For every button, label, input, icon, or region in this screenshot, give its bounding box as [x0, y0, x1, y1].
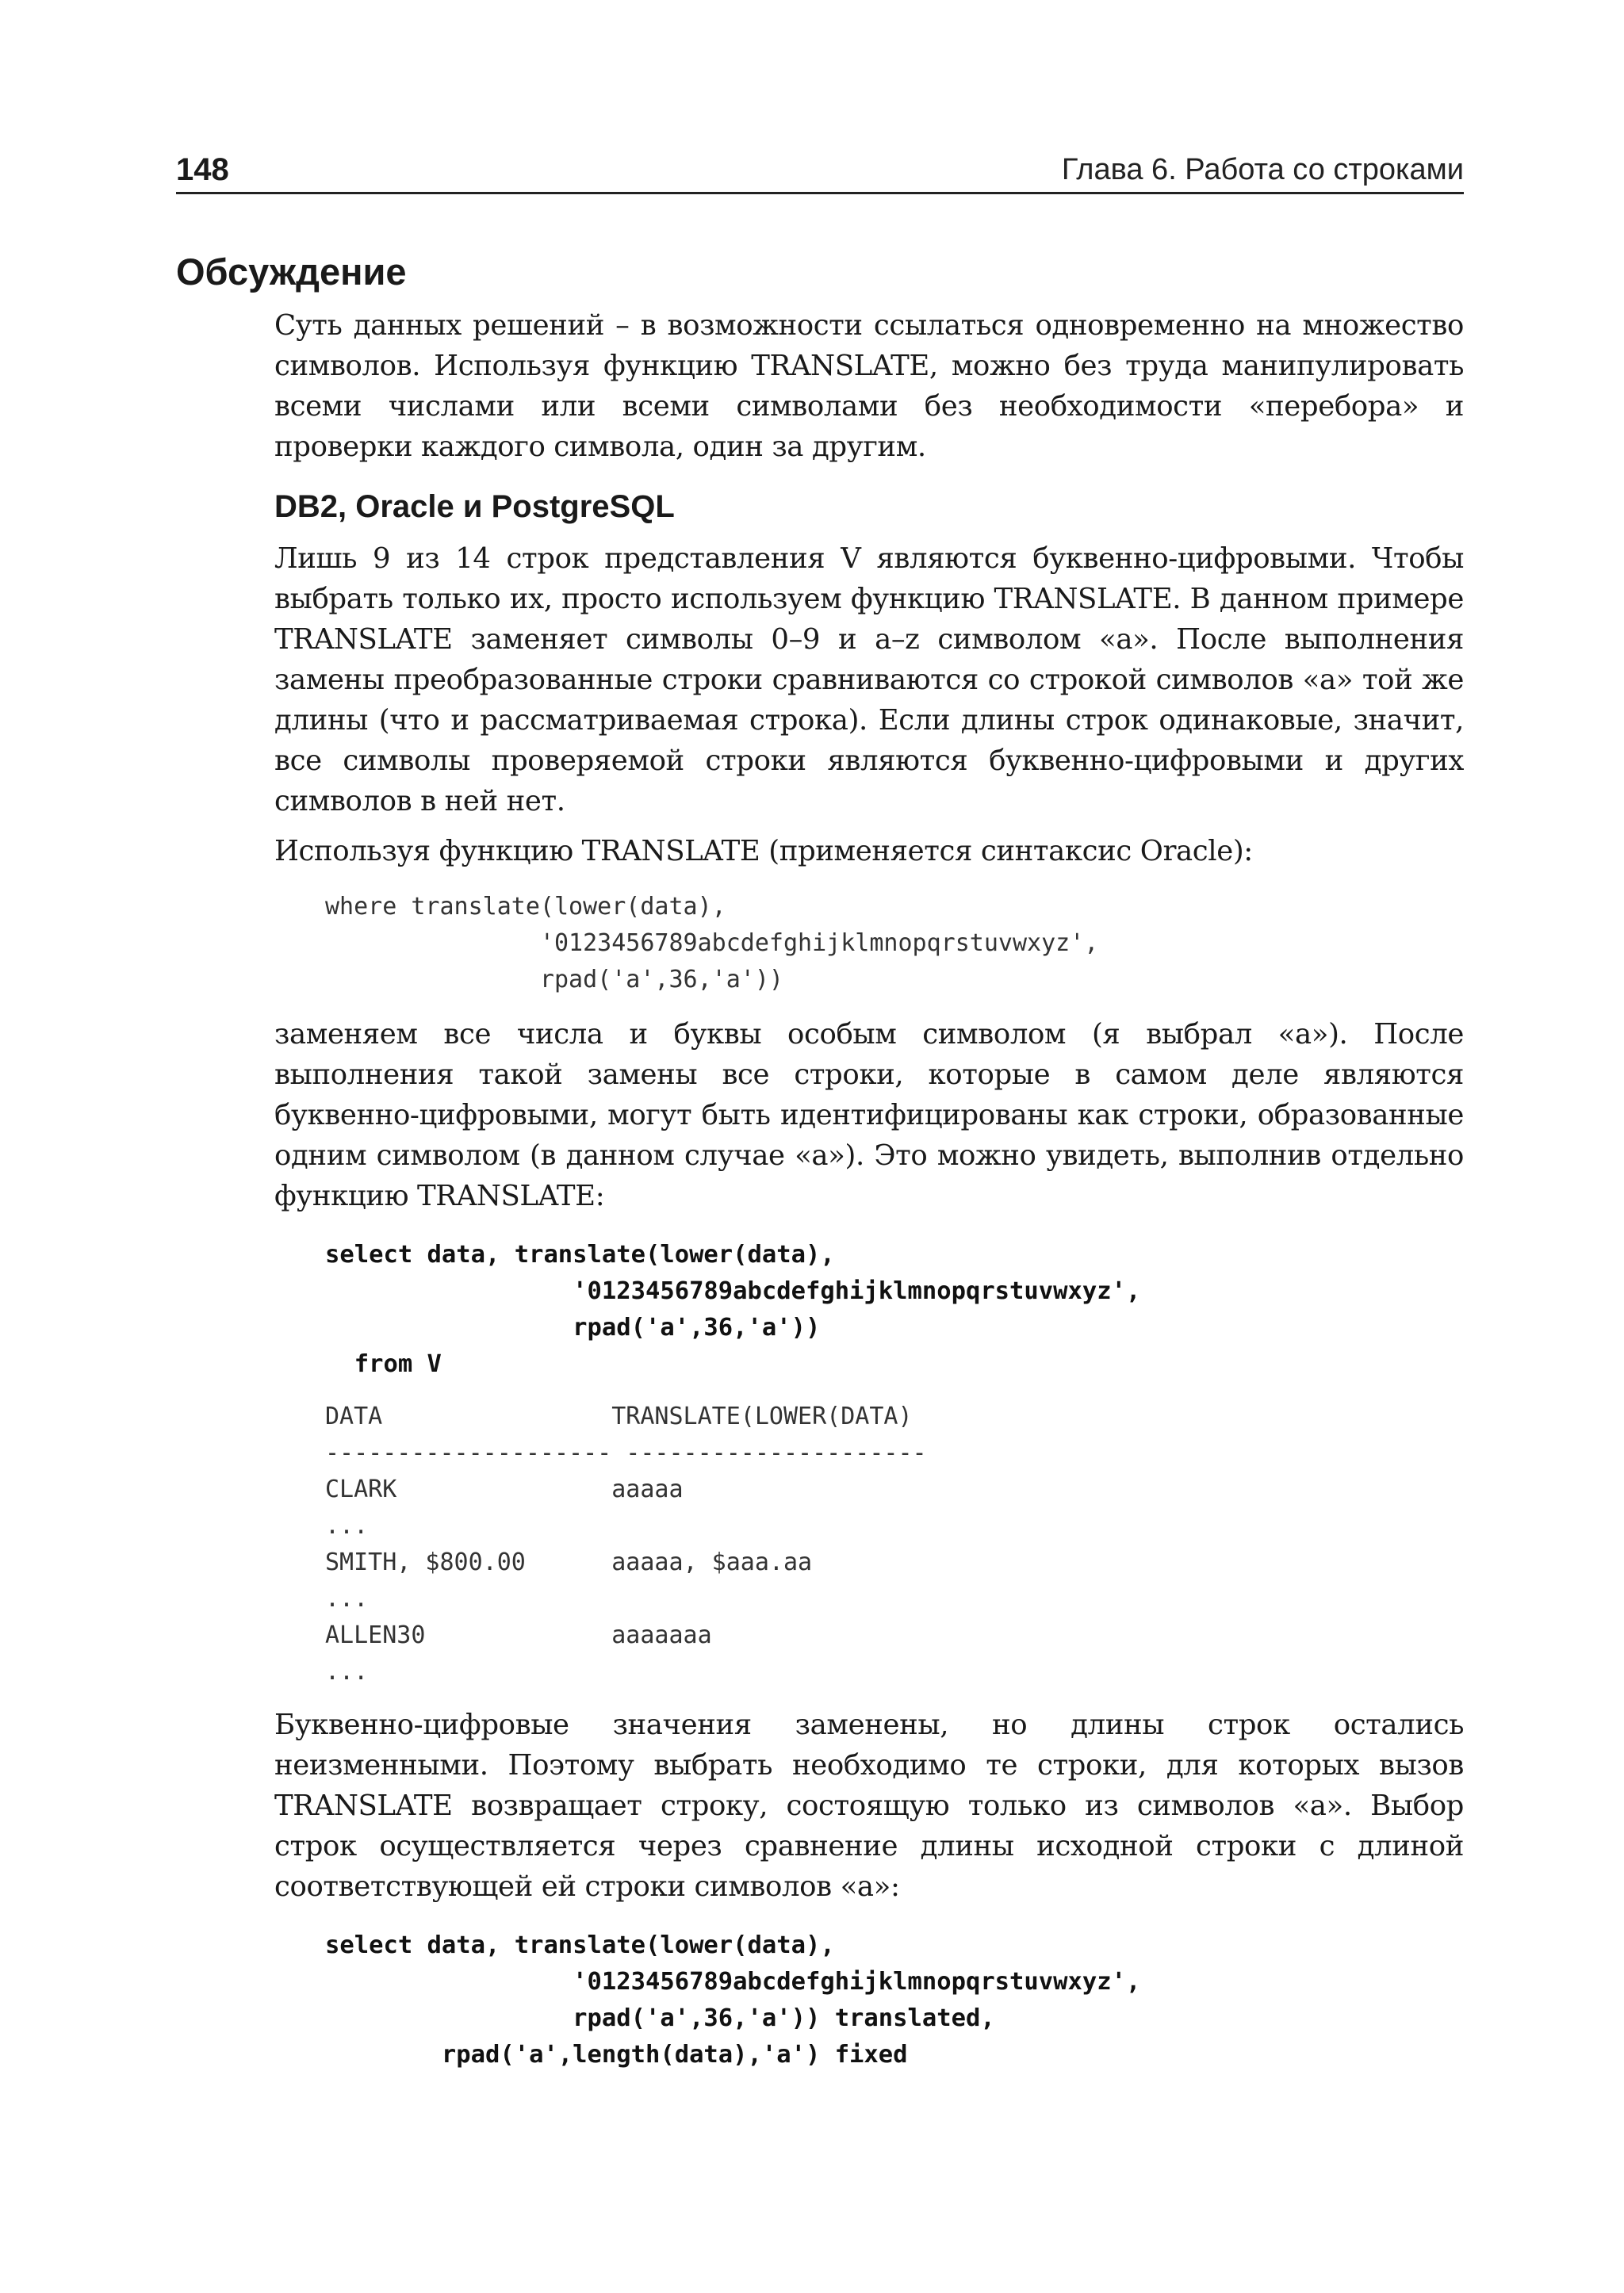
- code-line: '0123456789abcdefghijklmnopqrstuvwxyz',: [325, 1277, 1141, 1305]
- chapter-title: Глава 6. Работа со строками: [1061, 153, 1464, 186]
- paragraph-length-comparison: Буквенно-цифровые значения заменены, но длины строк остались неизменными. Поэтому выбрать необходимо те строки, для которых вызов TRANSLATE возвращает строку, состоящую только из символов «a». Выбор строк осуществляется через сравнение длины исходной строки с длиной соответствующей ей строки символов «a»:: [274, 1709, 1464, 1903]
- code-line: rpad('a',length(data),'a') fixed: [325, 2041, 908, 2069]
- output-row: SMITH, $800.00 aaaaa, $aaa.aa: [325, 1548, 813, 1576]
- output-header: DATA TRANSLATE(LOWER(DATA): [325, 1403, 913, 1430]
- code-line: where translate(lower(data),: [325, 893, 726, 921]
- code-block-select-translate: [325, 1237, 1464, 1383]
- output-row: CLARK aaaaa: [325, 1476, 684, 1503]
- code-line: rpad('a',36,'a')): [325, 966, 783, 993]
- code-line: '0123456789abcdefghijklmnopqrstuvwxyz',: [325, 929, 1099, 957]
- running-head: [176, 147, 1464, 194]
- paragraph-replace-explanation: заменяем все числа и буквы особым символом (я выбрал «a»). После выполнения такой замены все строки, которые в самом деле являются буквенно-цифровыми, могут быть идентифицированы как строки, образованные одним символом (в данном случае «a»). Это можно увидеть, выполнив отдельно функцию TRANSLATE:: [274, 1018, 1464, 1212]
- output-row: ...: [325, 1658, 369, 1686]
- body-block: [274, 305, 1464, 2073]
- code-line: select data, translate(lower(data),: [325, 1931, 835, 1959]
- paragraph-alnum-explanation: Лишь 9 из 14 строк представления V являются буквенно-цифровыми. Чтобы выбрать только их, просто используем функцию TRANSLATE. В данном примере TRANSLATE заменяет символы 0–9 и a–z символом «a». После выполнения замены преобразованные строки сравниваются со строкой символов «a» той же длины (что и рассматриваемая строка). Если длины строк одинаковые, значит, все символы проверяемой строки являются буквенно-цифровыми и других символов в ней нет.: [274, 542, 1464, 817]
- intro-paragraph: Суть данных решений – в возможности ссылаться одновременно на множество символов. Используя функцию TRANSLATE, можно без труда манипулировать всеми числами или всеми символами без необходимости «перебора» и проверки каждого символа, один за другим.: [274, 309, 1464, 463]
- query-output: [325, 1399, 1464, 1690]
- page-number: 148: [176, 152, 229, 187]
- section-title: Обсуждение: [176, 251, 407, 293]
- output-row: ALLEN30 aaaaaaa: [325, 1621, 712, 1649]
- output-row: ...: [325, 1585, 369, 1613]
- output-row: ...: [325, 1512, 369, 1540]
- code-line: '0123456789abcdefghijklmnopqrstuvwxyz',: [325, 1968, 1141, 1996]
- book-page: [176, 147, 1464, 2089]
- code-line: select data, translate(lower(data),: [325, 1241, 835, 1269]
- code-line: rpad('a',36,'a')) translated,: [325, 2004, 995, 2032]
- subsection-title: DB2, Oracle и PostgreSQL: [274, 489, 675, 524]
- paragraph-translate-intro: Используя функцию TRANSLATE (применяется синтаксис Oracle):: [274, 835, 1253, 867]
- code-line: rpad('a',36,'a')): [325, 1314, 821, 1342]
- output-rule: -------------------- ---------------------: [325, 1439, 927, 1467]
- code-block-where: [325, 889, 1464, 998]
- code-block-select-fixed: [325, 1927, 1464, 2073]
- code-line: from V: [325, 1350, 442, 1378]
